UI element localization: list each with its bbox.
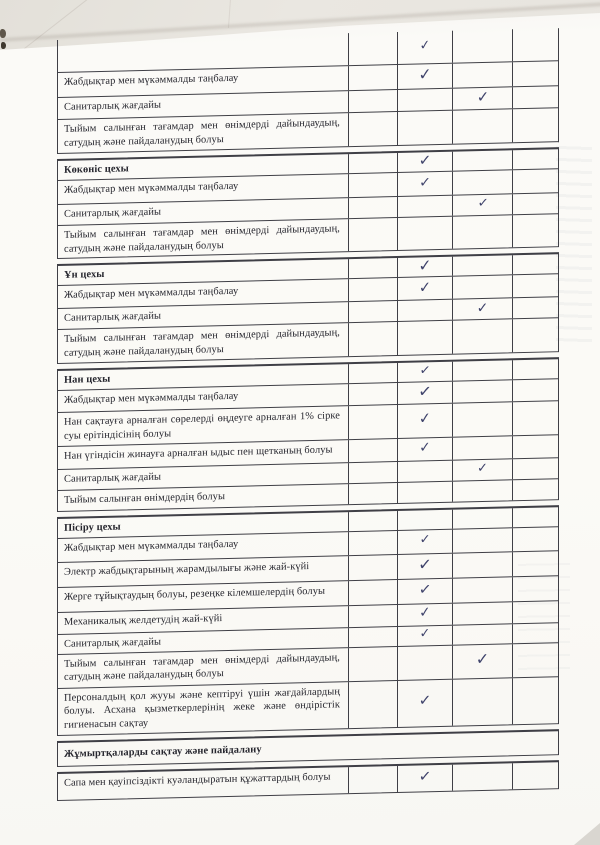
grade-cell [452, 194, 512, 215]
check-mark: ✓ [418, 439, 432, 457]
grade-cell [348, 90, 397, 112]
grade-cell [397, 321, 452, 355]
check-mark: ✓ [418, 277, 432, 297]
grade-cell [348, 405, 397, 439]
grade-cell [452, 552, 512, 577]
check-mark: ✓ [418, 408, 432, 428]
grade-cell [512, 359, 558, 379]
check-mark: ✓ [476, 299, 489, 317]
grade-cell [452, 577, 512, 602]
row-label: Тыйым салынған тағамдар мен өнімдерді дайындаудың, сатудың және пайдаланудың болуы [64, 117, 340, 149]
check-mark: ✓ [418, 174, 432, 191]
row-label: Электр жабдықтарының жарамдылығы және жай-күйі [64, 560, 310, 578]
grade-cell [397, 603, 452, 625]
grade-cell [348, 173, 397, 197]
grade-cell [452, 402, 512, 436]
grade-cell [348, 531, 397, 555]
grade-cell [348, 197, 397, 218]
grade-cell [397, 461, 452, 482]
row-label: Санитарлық жағдайы [64, 206, 162, 220]
grade-cell [512, 643, 558, 677]
edge-speck [1, 42, 6, 49]
grade-cell [348, 555, 397, 580]
grade-cell [397, 382, 452, 404]
check-mark: ✓ [418, 766, 432, 786]
grade-cell [512, 108, 558, 142]
grade-cell [452, 299, 512, 320]
row-label: Санитарлық жағдайы [64, 311, 162, 325]
grade-cell [348, 605, 397, 627]
grade-cell [348, 383, 397, 405]
grade-cell [512, 319, 558, 353]
grade-cell [348, 439, 397, 462]
grade-cell [452, 360, 512, 380]
check-mark: ✓ [419, 532, 431, 548]
grade-cell [512, 401, 558, 435]
grade-cell [452, 480, 512, 501]
grade-cell [512, 507, 558, 527]
check-mark: ✓ [418, 37, 432, 54]
grade-cell [348, 32, 397, 65]
grade-cell [397, 438, 452, 461]
grade-cell [397, 679, 452, 726]
grade-cell [348, 462, 397, 483]
grade-cell [348, 511, 397, 531]
check-mark: ✓ [475, 649, 490, 669]
grade-cell [348, 363, 397, 383]
grade-cell [452, 109, 512, 143]
section-title: Пісіру цехы [64, 521, 121, 534]
section-title: Ұн цехы [64, 269, 105, 282]
grade-cell [512, 576, 558, 601]
grade-cell [397, 404, 452, 438]
check-mark: ✓ [476, 195, 489, 212]
grade-cell [512, 169, 558, 193]
grade-cell [348, 322, 397, 356]
row-label: Жабдықтар мен мүкәммалды таңбалау [64, 180, 239, 196]
grade-cell [397, 64, 452, 89]
grade-cell [348, 766, 397, 793]
grade-cell [452, 678, 512, 726]
grade-cell [512, 527, 558, 551]
grade-cell [348, 112, 397, 146]
grade-cell [452, 256, 512, 276]
inspection-checklist-table [57, 28, 559, 800]
row-label: Жабдықтар мен мүкәммалды таңбалау [64, 390, 239, 406]
row-label: Жабдықтар мен мүкәммалды таңбалау [64, 538, 239, 554]
grade-cell [512, 458, 558, 479]
row-label: Тыйым салынған тағамдар мен өнімдерді дайындаудың, сатудың және пайдаланудың болуы [64, 327, 340, 360]
grade-cell [512, 435, 558, 458]
grade-cell [512, 623, 558, 643]
row-label [58, 33, 348, 72]
check-mark: ✓ [417, 579, 433, 599]
grade-cell [348, 483, 397, 504]
grade-cell [397, 31, 452, 64]
grade-cell [348, 627, 397, 647]
section-title: Нан цехы [64, 373, 111, 386]
grade-cell [397, 300, 452, 321]
grade-cell [452, 276, 512, 299]
grade-cell [452, 170, 512, 194]
row-label: Персоналдың қол жууы және кептіруі үшін жағдайлардың болуы. Асхана қызметкерлерінің жеке және өндірістік гигиенасын сақтау [64, 686, 340, 731]
grade-cell [348, 647, 397, 681]
grade-cell [452, 380, 512, 402]
grade-cell [397, 277, 452, 300]
row-label: Механикалық желдетудің жай-күйі [64, 612, 223, 628]
grade-cell [348, 258, 397, 278]
grade-cell [452, 624, 512, 644]
check-mark: ✓ [417, 380, 433, 401]
row-label: Нан үгіндісін жинауға арналған ыдыс пен щетканың болуы [64, 444, 333, 462]
grade-cell [397, 529, 452, 553]
check-mark: ✓ [417, 64, 433, 85]
grade-cell [397, 645, 452, 679]
grade-cell [397, 578, 452, 603]
row-label: Тыйым салынған тағамдар мен өнімдерді дайындаудың, сатудың және пайдаланудың болуы [64, 652, 340, 684]
row-label: Санитарлық жағдайы [64, 471, 162, 485]
check-mark: ✓ [418, 362, 432, 379]
grade-cell [512, 479, 558, 500]
grade-cell [348, 580, 397, 605]
grade-cell [512, 86, 558, 108]
grade-cell [452, 459, 512, 480]
grade-cell [397, 510, 452, 530]
grade-cell [452, 150, 512, 170]
grade-cell [512, 214, 558, 248]
grade-cell [348, 278, 397, 301]
grade-cell [512, 28, 558, 61]
grade-cell [397, 89, 452, 111]
grade-cell [452, 320, 512, 354]
check-mark: ✓ [418, 604, 432, 622]
grade-cell [452, 644, 512, 678]
check-mark: ✓ [418, 150, 432, 170]
grade-cell [397, 111, 452, 145]
grade-cell [512, 193, 558, 214]
grade-cell [512, 149, 558, 169]
grade-cell [512, 601, 558, 623]
row-label: Тыйым салынған тағамдар мен өнімдерді дайындаудың, сатудың және пайдаланудың болуы [64, 223, 340, 255]
grade-cell [452, 528, 512, 552]
grade-cell [348, 681, 397, 728]
grade-cell [397, 257, 452, 277]
row-label: Жабдықтар мен мүкәммалды таңбалау [64, 286, 239, 302]
grade-cell [397, 482, 452, 503]
grade-cell [452, 763, 512, 790]
grade-cell [512, 255, 558, 275]
grade-cell [397, 152, 452, 172]
check-mark: ✓ [417, 255, 433, 276]
row-label: Санитарлық жағдайы [64, 99, 162, 113]
table-section [57, 147, 559, 259]
table-section [57, 357, 559, 512]
grade-cell [512, 762, 558, 789]
grade-cell [348, 153, 397, 173]
table-section [57, 505, 559, 736]
check-mark: ✓ [418, 691, 432, 710]
check-mark: ✓ [477, 460, 488, 477]
check-mark: ✓ [417, 554, 433, 574]
grade-cell [452, 29, 512, 62]
check-mark: ✓ [476, 87, 489, 106]
grade-cell [512, 61, 558, 86]
grade-cell [397, 172, 452, 196]
check-mark: ✓ [419, 626, 431, 643]
section-title: Жұмыртқаларды сақтау және пайдалану [64, 744, 262, 760]
grade-cell [397, 764, 452, 791]
grade-cell [452, 602, 512, 624]
section-header-row [58, 731, 558, 766]
table-section [57, 28, 559, 154]
grade-cell [348, 65, 397, 90]
row-label: Санитарлық жағдайы [64, 636, 162, 650]
grade-cell [452, 62, 512, 87]
grade-cell [397, 217, 452, 251]
table-section [57, 253, 559, 364]
grade-cell [452, 215, 512, 249]
grade-cell [512, 298, 558, 319]
grade-cell [397, 362, 452, 382]
grade-cell [397, 553, 452, 578]
row-label: Жерге тұйықтаудың болуы, резеңке кілемшелердің болуы [64, 585, 326, 603]
grade-cell [348, 301, 397, 322]
grade-cell [397, 196, 452, 217]
row-label: Тыйым салынған өнімдердің болуы [64, 490, 226, 506]
grade-cell [452, 87, 512, 109]
row-label: Жабдықтар мен мүкәммалды таңбалау [64, 72, 239, 88]
row-label: Сапа мен қауіпсіздікті куәландыратын құжаттардың болуы [64, 771, 331, 789]
section-title: Көкөніс цехы [64, 163, 129, 176]
grade-cell [397, 625, 452, 645]
grade-cell [512, 677, 558, 724]
grade-cell [348, 218, 397, 252]
grade-cell [452, 508, 512, 528]
grade-cell [452, 436, 512, 459]
grade-cell [512, 379, 558, 401]
row-label: Нан сақтауға арналған сөрелерді өңдеуге арналған 1% сірке суы ерітіндісінің болуы [64, 410, 340, 442]
grade-cell [512, 551, 558, 576]
grade-cell [512, 275, 558, 298]
